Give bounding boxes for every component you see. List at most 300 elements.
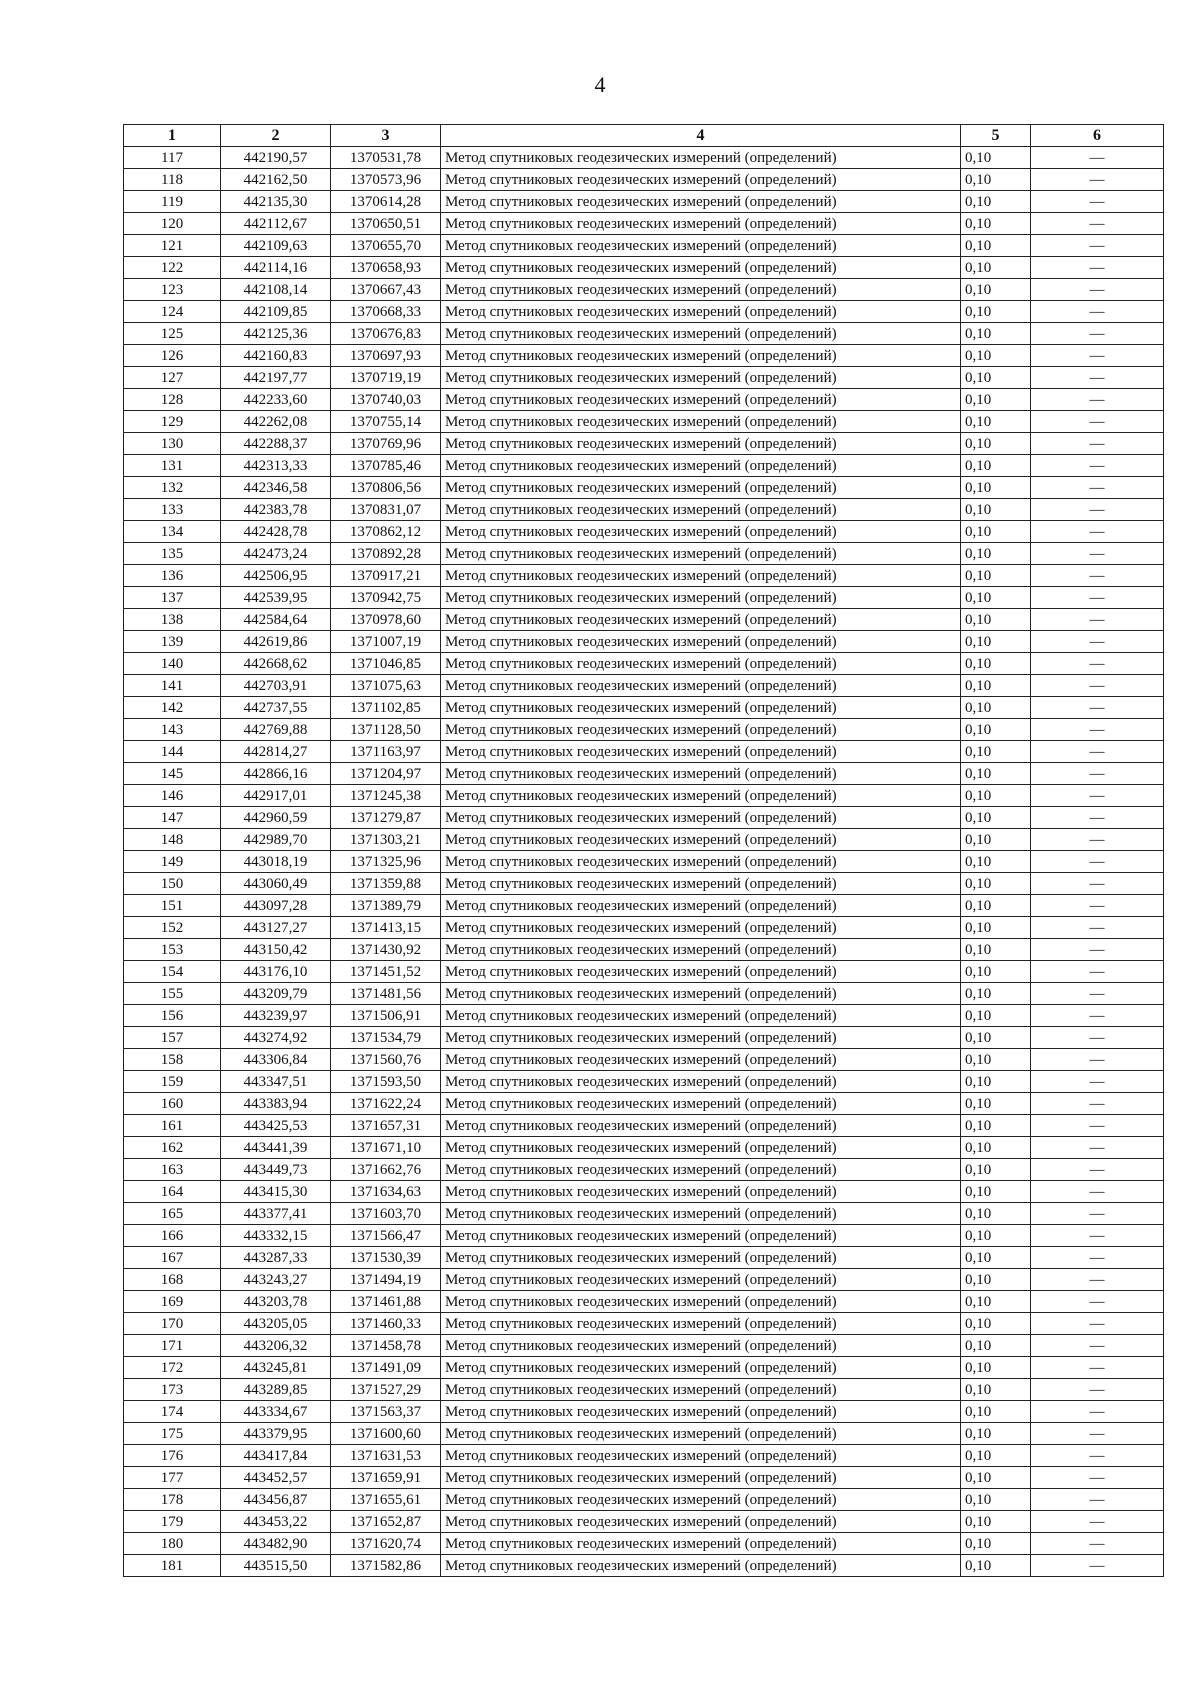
y-coordinate-cell: 1371007,19 (331, 631, 441, 653)
table-row (124, 1049, 1164, 1071)
accuracy-cell: 0,10 (961, 565, 1031, 587)
dash-cell: — (1031, 1379, 1164, 1401)
table-row (124, 1401, 1164, 1423)
accuracy-cell: 0,10 (961, 1423, 1031, 1445)
y-coordinate-cell: 1371389,79 (331, 895, 441, 917)
y-coordinate-cell: 1371527,29 (331, 1379, 441, 1401)
dash-cell: — (1031, 609, 1164, 631)
coordinates-table (123, 124, 1164, 1577)
x-coordinate-cell: 443060,49 (221, 873, 331, 895)
dash-cell: — (1031, 587, 1164, 609)
point-number-cell: 148 (124, 829, 221, 851)
dash-cell: — (1031, 1093, 1164, 1115)
method-cell: Метод спутниковых геодезических измерений (определений) (441, 565, 961, 587)
accuracy-cell: 0,10 (961, 763, 1031, 785)
table-row (124, 1489, 1164, 1511)
accuracy-cell: 0,10 (961, 785, 1031, 807)
accuracy-cell: 0,10 (961, 1511, 1031, 1533)
point-number-cell: 149 (124, 851, 221, 873)
header-col-2: 2 (221, 125, 331, 147)
dash-cell: — (1031, 1335, 1164, 1357)
point-number-cell: 126 (124, 345, 221, 367)
x-coordinate-cell: 443482,90 (221, 1533, 331, 1555)
dash-cell: — (1031, 1027, 1164, 1049)
method-cell: Метод спутниковых геодезических измерений (определений) (441, 917, 961, 939)
method-cell: Метод спутниковых геодезических измерений (определений) (441, 741, 961, 763)
x-coordinate-cell: 443334,67 (221, 1401, 331, 1423)
y-coordinate-cell: 1370942,75 (331, 587, 441, 609)
accuracy-cell: 0,10 (961, 367, 1031, 389)
x-coordinate-cell: 443449,73 (221, 1159, 331, 1181)
x-coordinate-cell: 442506,95 (221, 565, 331, 587)
dash-cell: — (1031, 719, 1164, 741)
point-number-cell: 176 (124, 1445, 221, 1467)
method-cell: Метод спутниковых геодезических измерений (определений) (441, 1115, 961, 1137)
table-row (124, 1071, 1164, 1093)
dash-cell: — (1031, 1247, 1164, 1269)
method-cell: Метод спутниковых геодезических измерений (определений) (441, 521, 961, 543)
accuracy-cell: 0,10 (961, 1159, 1031, 1181)
point-number-cell: 180 (124, 1533, 221, 1555)
point-number-cell: 157 (124, 1027, 221, 1049)
table-row (124, 345, 1164, 367)
y-coordinate-cell: 1370614,28 (331, 191, 441, 213)
dash-cell: — (1031, 411, 1164, 433)
point-number-cell: 171 (124, 1335, 221, 1357)
method-cell: Метод спутниковых геодезических измерений (определений) (441, 1005, 961, 1027)
x-coordinate-cell: 442109,85 (221, 301, 331, 323)
y-coordinate-cell: 1370668,33 (331, 301, 441, 323)
x-coordinate-cell: 443456,87 (221, 1489, 331, 1511)
point-number-cell: 175 (124, 1423, 221, 1445)
table-row (124, 235, 1164, 257)
x-coordinate-cell: 443209,79 (221, 983, 331, 1005)
point-number-cell: 150 (124, 873, 221, 895)
method-cell: Метод спутниковых геодезических измерений (определений) (441, 191, 961, 213)
dash-cell: — (1031, 1533, 1164, 1555)
x-coordinate-cell: 443205,05 (221, 1313, 331, 1335)
x-coordinate-cell: 443383,94 (221, 1093, 331, 1115)
dash-cell: — (1031, 169, 1164, 191)
table-row (124, 895, 1164, 917)
accuracy-cell: 0,10 (961, 1335, 1031, 1357)
x-coordinate-cell: 442814,27 (221, 741, 331, 763)
accuracy-cell: 0,10 (961, 1005, 1031, 1027)
point-number-cell: 140 (124, 653, 221, 675)
y-coordinate-cell: 1371603,70 (331, 1203, 441, 1225)
point-number-cell: 130 (124, 433, 221, 455)
table-row (124, 719, 1164, 741)
y-coordinate-cell: 1371671,10 (331, 1137, 441, 1159)
accuracy-cell: 0,10 (961, 411, 1031, 433)
accuracy-cell: 0,10 (961, 873, 1031, 895)
y-coordinate-cell: 1371659,91 (331, 1467, 441, 1489)
accuracy-cell: 0,10 (961, 169, 1031, 191)
x-coordinate-cell: 443176,10 (221, 961, 331, 983)
accuracy-cell: 0,10 (961, 1247, 1031, 1269)
dash-cell: — (1031, 631, 1164, 653)
table-row (124, 675, 1164, 697)
dash-cell: — (1031, 873, 1164, 895)
point-number-cell: 173 (124, 1379, 221, 1401)
point-number-cell: 118 (124, 169, 221, 191)
dash-cell: — (1031, 829, 1164, 851)
accuracy-cell: 0,10 (961, 301, 1031, 323)
point-number-cell: 125 (124, 323, 221, 345)
x-coordinate-cell: 442473,24 (221, 543, 331, 565)
table-row (124, 191, 1164, 213)
method-cell: Метод спутниковых геодезических измерений (определений) (441, 895, 961, 917)
y-coordinate-cell: 1371325,96 (331, 851, 441, 873)
header-col-3: 3 (331, 125, 441, 147)
point-number-cell: 165 (124, 1203, 221, 1225)
y-coordinate-cell: 1371491,09 (331, 1357, 441, 1379)
y-coordinate-cell: 1370719,19 (331, 367, 441, 389)
table-row (124, 631, 1164, 653)
x-coordinate-cell: 442114,16 (221, 257, 331, 279)
accuracy-cell: 0,10 (961, 1137, 1031, 1159)
dash-cell: — (1031, 301, 1164, 323)
dash-cell: — (1031, 939, 1164, 961)
point-number-cell: 159 (124, 1071, 221, 1093)
point-number-cell: 162 (124, 1137, 221, 1159)
y-coordinate-cell: 1371163,97 (331, 741, 441, 763)
dash-cell: — (1031, 1445, 1164, 1467)
x-coordinate-cell: 443306,84 (221, 1049, 331, 1071)
table-row (124, 1291, 1164, 1313)
table-row (124, 301, 1164, 323)
table-row (124, 1005, 1164, 1027)
dash-cell: — (1031, 983, 1164, 1005)
table-row (124, 1533, 1164, 1555)
table-row (124, 1093, 1164, 1115)
y-coordinate-cell: 1371530,39 (331, 1247, 441, 1269)
y-coordinate-cell: 1370573,96 (331, 169, 441, 191)
dash-cell: — (1031, 1115, 1164, 1137)
table-row (124, 1203, 1164, 1225)
method-cell: Метод спутниковых геодезических измерений (определений) (441, 1269, 961, 1291)
x-coordinate-cell: 443239,97 (221, 1005, 331, 1027)
x-coordinate-cell: 443127,27 (221, 917, 331, 939)
method-cell: Метод спутниковых геодезических измерений (определений) (441, 1027, 961, 1049)
accuracy-cell: 0,10 (961, 1181, 1031, 1203)
method-cell: Метод спутниковых геодезических измерений (определений) (441, 1247, 961, 1269)
method-cell: Метод спутниковых геодезических измерений (определений) (441, 1467, 961, 1489)
table-row (124, 257, 1164, 279)
method-cell: Метод спутниковых геодезических измерений (определений) (441, 147, 961, 169)
method-cell: Метод спутниковых геодезических измерений (определений) (441, 1071, 961, 1093)
dash-cell: — (1031, 895, 1164, 917)
accuracy-cell: 0,10 (961, 829, 1031, 851)
y-coordinate-cell: 1371359,88 (331, 873, 441, 895)
x-coordinate-cell: 443515,50 (221, 1555, 331, 1577)
table-row (124, 1555, 1164, 1577)
accuracy-cell: 0,10 (961, 675, 1031, 697)
x-coordinate-cell: 443289,85 (221, 1379, 331, 1401)
y-coordinate-cell: 1371534,79 (331, 1027, 441, 1049)
y-coordinate-cell: 1370676,83 (331, 323, 441, 345)
point-number-cell: 129 (124, 411, 221, 433)
method-cell: Метод спутниковых геодезических измерений (определений) (441, 1489, 961, 1511)
y-coordinate-cell: 1370917,21 (331, 565, 441, 587)
table-row (124, 917, 1164, 939)
dash-cell: — (1031, 433, 1164, 455)
point-number-cell: 131 (124, 455, 221, 477)
point-number-cell: 135 (124, 543, 221, 565)
x-coordinate-cell: 443018,19 (221, 851, 331, 873)
point-number-cell: 163 (124, 1159, 221, 1181)
accuracy-cell: 0,10 (961, 323, 1031, 345)
dash-cell: — (1031, 1291, 1164, 1313)
table-row (124, 1423, 1164, 1445)
accuracy-cell: 0,10 (961, 543, 1031, 565)
method-cell: Метод спутниковых геодезических измерений (определений) (441, 829, 961, 851)
point-number-cell: 121 (124, 235, 221, 257)
x-coordinate-cell: 443332,15 (221, 1225, 331, 1247)
point-number-cell: 174 (124, 1401, 221, 1423)
accuracy-cell: 0,10 (961, 653, 1031, 675)
y-coordinate-cell: 1370831,07 (331, 499, 441, 521)
x-coordinate-cell: 442769,88 (221, 719, 331, 741)
dash-cell: — (1031, 455, 1164, 477)
y-coordinate-cell: 1371430,92 (331, 939, 441, 961)
x-coordinate-cell: 442703,91 (221, 675, 331, 697)
x-coordinate-cell: 443245,81 (221, 1357, 331, 1379)
accuracy-cell: 0,10 (961, 235, 1031, 257)
dash-cell: — (1031, 1181, 1164, 1203)
method-cell: Метод спутниковых геодезических измерений (определений) (441, 939, 961, 961)
point-number-cell: 138 (124, 609, 221, 631)
accuracy-cell: 0,10 (961, 213, 1031, 235)
y-coordinate-cell: 1370740,03 (331, 389, 441, 411)
method-cell: Метод спутниковых геодезических измерений (определений) (441, 1533, 961, 1555)
method-cell: Метод спутниковых геодезических измерений (определений) (441, 1335, 961, 1357)
table-row (124, 1335, 1164, 1357)
method-cell: Метод спутниковых геодезических измерений (определений) (441, 367, 961, 389)
method-cell: Метод спутниковых геодезических измерений (определений) (441, 433, 961, 455)
x-coordinate-cell: 442288,37 (221, 433, 331, 455)
dash-cell: — (1031, 1489, 1164, 1511)
accuracy-cell: 0,10 (961, 499, 1031, 521)
table-row (124, 499, 1164, 521)
accuracy-cell: 0,10 (961, 1533, 1031, 1555)
dash-cell: — (1031, 1511, 1164, 1533)
point-number-cell: 144 (124, 741, 221, 763)
table-row (124, 1511, 1164, 1533)
accuracy-cell: 0,10 (961, 521, 1031, 543)
table-row (124, 653, 1164, 675)
x-coordinate-cell: 443206,32 (221, 1335, 331, 1357)
x-coordinate-cell: 442737,55 (221, 697, 331, 719)
accuracy-cell: 0,10 (961, 1489, 1031, 1511)
accuracy-cell: 0,10 (961, 983, 1031, 1005)
method-cell: Метод спутниковых геодезических измерений (определений) (441, 1225, 961, 1247)
point-number-cell: 179 (124, 1511, 221, 1533)
x-coordinate-cell: 442125,36 (221, 323, 331, 345)
method-cell: Метод спутниковых геодезических измерений (определений) (441, 1093, 961, 1115)
x-coordinate-cell: 442989,70 (221, 829, 331, 851)
point-number-cell: 142 (124, 697, 221, 719)
dash-cell: — (1031, 1137, 1164, 1159)
method-cell: Метод спутниковых геодезических измерений (определений) (441, 1291, 961, 1313)
table-row (124, 1027, 1164, 1049)
table-row (124, 1467, 1164, 1489)
y-coordinate-cell: 1371622,24 (331, 1093, 441, 1115)
y-coordinate-cell: 1371657,31 (331, 1115, 441, 1137)
y-coordinate-cell: 1371303,21 (331, 829, 441, 851)
table-row (124, 961, 1164, 983)
x-coordinate-cell: 442160,83 (221, 345, 331, 367)
accuracy-cell: 0,10 (961, 609, 1031, 631)
y-coordinate-cell: 1371506,91 (331, 1005, 441, 1027)
method-cell: Метод спутниковых геодезических измерений (определений) (441, 851, 961, 873)
point-number-cell: 153 (124, 939, 221, 961)
point-number-cell: 170 (124, 1313, 221, 1335)
dash-cell: — (1031, 961, 1164, 983)
dash-cell: — (1031, 279, 1164, 301)
x-coordinate-cell: 442112,67 (221, 213, 331, 235)
accuracy-cell: 0,10 (961, 1225, 1031, 1247)
table-row (124, 455, 1164, 477)
accuracy-cell: 0,10 (961, 389, 1031, 411)
x-coordinate-cell: 443347,51 (221, 1071, 331, 1093)
table-row (124, 763, 1164, 785)
method-cell: Метод спутниковых геодезических измерений (определений) (441, 587, 961, 609)
point-number-cell: 169 (124, 1291, 221, 1313)
accuracy-cell: 0,10 (961, 1357, 1031, 1379)
point-number-cell: 120 (124, 213, 221, 235)
table-row (124, 147, 1164, 169)
table-row (124, 565, 1164, 587)
y-coordinate-cell: 1371620,74 (331, 1533, 441, 1555)
method-cell: Метод спутниковых геодезических измерений (определений) (441, 235, 961, 257)
y-coordinate-cell: 1370667,43 (331, 279, 441, 301)
x-coordinate-cell: 443425,53 (221, 1115, 331, 1137)
point-number-cell: 181 (124, 1555, 221, 1577)
accuracy-cell: 0,10 (961, 851, 1031, 873)
page-number: 4 (594, 72, 606, 97)
table-row (124, 1137, 1164, 1159)
point-number-cell: 141 (124, 675, 221, 697)
accuracy-cell: 0,10 (961, 1445, 1031, 1467)
dash-cell: — (1031, 213, 1164, 235)
accuracy-cell: 0,10 (961, 631, 1031, 653)
point-number-cell: 145 (124, 763, 221, 785)
table-row (124, 477, 1164, 499)
accuracy-cell: 0,10 (961, 1049, 1031, 1071)
accuracy-cell: 0,10 (961, 1379, 1031, 1401)
dash-cell: — (1031, 785, 1164, 807)
point-number-cell: 161 (124, 1115, 221, 1137)
x-coordinate-cell: 442619,86 (221, 631, 331, 653)
y-coordinate-cell: 1371563,37 (331, 1401, 441, 1423)
dash-cell: — (1031, 1071, 1164, 1093)
table-row (124, 829, 1164, 851)
table-row (124, 1269, 1164, 1291)
y-coordinate-cell: 1371204,97 (331, 763, 441, 785)
method-cell: Метод спутниковых геодезических измерений (определений) (441, 719, 961, 741)
method-cell: Метод спутниковых геодезических измерений (определений) (441, 653, 961, 675)
table-row (124, 543, 1164, 565)
dash-cell: — (1031, 389, 1164, 411)
point-number-cell: 154 (124, 961, 221, 983)
dash-cell: — (1031, 1159, 1164, 1181)
y-coordinate-cell: 1370658,93 (331, 257, 441, 279)
point-number-cell: 177 (124, 1467, 221, 1489)
y-coordinate-cell: 1371655,61 (331, 1489, 441, 1511)
accuracy-cell: 0,10 (961, 147, 1031, 169)
method-cell: Метод спутниковых геодезических измерений (определений) (441, 983, 961, 1005)
accuracy-cell: 0,10 (961, 1555, 1031, 1577)
dash-cell: — (1031, 1357, 1164, 1379)
table-row (124, 851, 1164, 873)
dash-cell: — (1031, 675, 1164, 697)
y-coordinate-cell: 1370892,28 (331, 543, 441, 565)
x-coordinate-cell: 442668,62 (221, 653, 331, 675)
accuracy-cell: 0,10 (961, 477, 1031, 499)
table-row (124, 983, 1164, 1005)
point-number-cell: 168 (124, 1269, 221, 1291)
table-row (124, 213, 1164, 235)
dash-cell: — (1031, 191, 1164, 213)
point-number-cell: 167 (124, 1247, 221, 1269)
method-cell: Метод спутниковых геодезических измерений (определений) (441, 873, 961, 895)
y-coordinate-cell: 1371413,15 (331, 917, 441, 939)
dash-cell: — (1031, 763, 1164, 785)
x-coordinate-cell: 442313,33 (221, 455, 331, 477)
y-coordinate-cell: 1371634,63 (331, 1181, 441, 1203)
method-cell: Метод спутниковых геодезических измерений (определений) (441, 1357, 961, 1379)
method-cell: Метод спутниковых геодезических измерений (определений) (441, 961, 961, 983)
table-row (124, 279, 1164, 301)
method-cell: Метод спутниковых геодезических измерений (определений) (441, 1555, 961, 1577)
x-coordinate-cell: 442539,95 (221, 587, 331, 609)
method-cell: Метод спутниковых геодезических измерений (определений) (441, 1511, 961, 1533)
accuracy-cell: 0,10 (961, 1071, 1031, 1093)
accuracy-cell: 0,10 (961, 1115, 1031, 1137)
accuracy-cell: 0,10 (961, 961, 1031, 983)
dash-cell: — (1031, 917, 1164, 939)
method-cell: Метод спутниковых геодезических измерений (определений) (441, 1137, 961, 1159)
x-coordinate-cell: 442866,16 (221, 763, 331, 785)
point-number-cell: 155 (124, 983, 221, 1005)
dash-cell: — (1031, 521, 1164, 543)
x-coordinate-cell: 442197,77 (221, 367, 331, 389)
point-number-cell: 143 (124, 719, 221, 741)
method-cell: Метод спутниковых геодезических измерений (определений) (441, 609, 961, 631)
accuracy-cell: 0,10 (961, 1401, 1031, 1423)
x-coordinate-cell: 442346,58 (221, 477, 331, 499)
dash-cell: — (1031, 235, 1164, 257)
accuracy-cell: 0,10 (961, 279, 1031, 301)
table-body (124, 147, 1164, 1577)
method-cell: Метод спутниковых геодезических измерений (определений) (441, 1181, 961, 1203)
y-coordinate-cell: 1371593,50 (331, 1071, 441, 1093)
table-row (124, 587, 1164, 609)
method-cell: Метод спутниковых геодезических измерений (определений) (441, 1049, 961, 1071)
y-coordinate-cell: 1371652,87 (331, 1511, 441, 1533)
method-cell: Метод спутниковых геодезических измерений (определений) (441, 499, 961, 521)
dash-cell: — (1031, 1225, 1164, 1247)
dash-cell: — (1031, 851, 1164, 873)
method-cell: Метод спутниковых геодезических измерений (определений) (441, 169, 961, 191)
y-coordinate-cell: 1371560,76 (331, 1049, 441, 1071)
table-row (124, 741, 1164, 763)
y-coordinate-cell: 1370785,46 (331, 455, 441, 477)
table-row (124, 521, 1164, 543)
x-coordinate-cell: 443287,33 (221, 1247, 331, 1269)
header-col-4: 4 (441, 125, 961, 147)
